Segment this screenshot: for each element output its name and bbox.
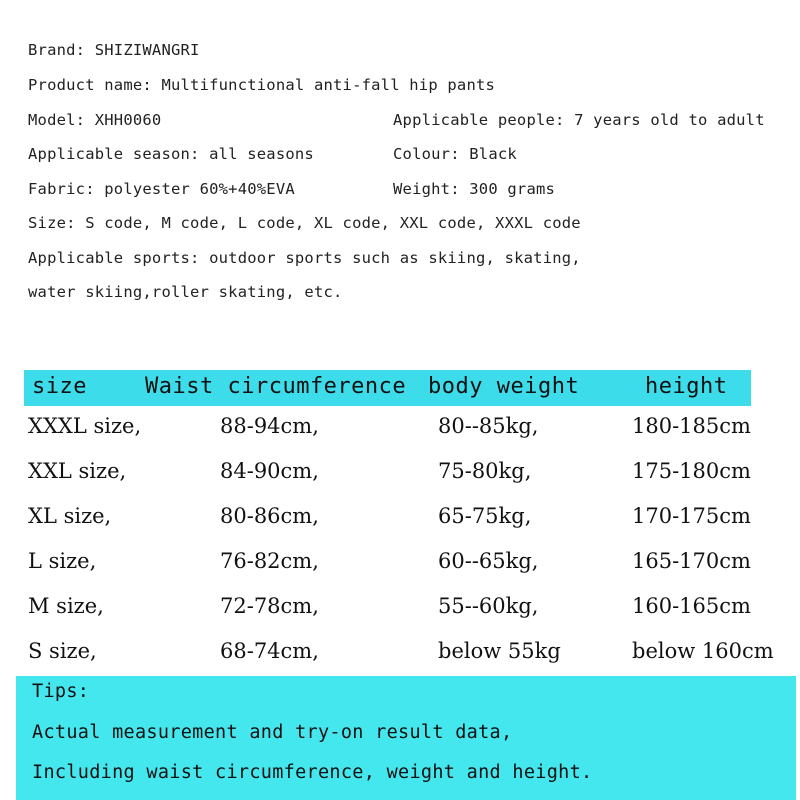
- applicable-people-text: Applicable people: 7 years old to adult: [393, 111, 765, 129]
- cell-waist: 76-82cm,: [220, 549, 319, 573]
- model-text: Model: XHH0060: [28, 111, 162, 129]
- header-body-weight: body weight: [428, 374, 580, 399]
- cell-body-weight: 75-80kg,: [438, 459, 532, 483]
- cell-body-weight: 65-75kg,: [438, 504, 532, 528]
- cell-waist: 68-74cm,: [220, 639, 319, 663]
- cell-height: 160-165cm: [632, 594, 751, 618]
- cell-body-weight: below 55kg: [438, 639, 561, 663]
- cell-size: XXXL size,: [28, 414, 142, 438]
- cell-height: 180-185cm: [632, 414, 751, 438]
- cell-waist: 88-94cm,: [220, 414, 319, 438]
- tips-title: Tips:: [32, 681, 90, 702]
- cell-size: XL size,: [28, 504, 112, 528]
- applicable-sports-text-cont: water skiing,roller skating, etc.: [28, 283, 343, 301]
- header-height: height: [645, 374, 728, 399]
- cell-height: below 160cm: [632, 639, 774, 663]
- size-list-text: Size: S code, M code, L code, XL code, XXL code, XXXL code: [28, 214, 581, 232]
- tips-line-1: Actual measurement and try-on result data,: [32, 722, 513, 743]
- cell-waist: 72-78cm,: [220, 594, 319, 618]
- applicable-season-text: Applicable season: all seasons: [28, 145, 314, 163]
- weight-text: Weight: 300 grams: [393, 180, 556, 198]
- cell-height: 175-180cm: [632, 459, 751, 483]
- colour-text: Colour: Black: [393, 145, 517, 163]
- header-waist: Waist circumference: [145, 374, 407, 399]
- cell-body-weight: 55--60kg,: [438, 594, 539, 618]
- cell-body-weight: 60--65kg,: [438, 549, 539, 573]
- cell-size: L size,: [28, 549, 97, 573]
- cell-height: 170-175cm: [632, 504, 751, 528]
- cell-size: S size,: [28, 639, 97, 663]
- cell-waist: 84-90cm,: [220, 459, 319, 483]
- product-name-text: Product name: Multifunctional anti-fall hip pants: [28, 76, 496, 94]
- cell-body-weight: 80--85kg,: [438, 414, 539, 438]
- cell-size: XXL size,: [28, 459, 127, 483]
- brand-text: Brand: SHIZIWANGRI: [28, 41, 200, 59]
- fabric-text: Fabric: polyester 60%+40%EVA: [28, 180, 295, 198]
- tips-line-2: Including waist circumference, weight and height.: [32, 762, 593, 783]
- cell-waist: 80-86cm,: [220, 504, 319, 528]
- header-size: size: [32, 374, 87, 399]
- cell-height: 165-170cm: [632, 549, 751, 573]
- applicable-sports-text: Applicable sports: outdoor sports such as skiing, skating,: [28, 249, 581, 267]
- cell-size: M size,: [28, 594, 104, 618]
